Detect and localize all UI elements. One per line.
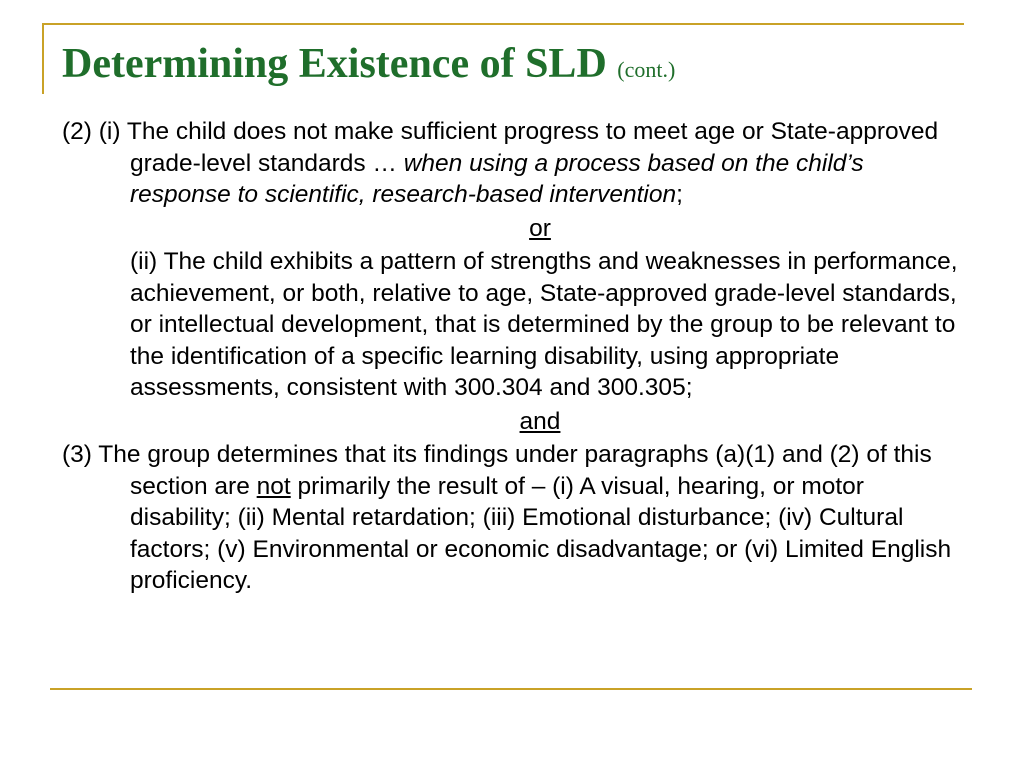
paragraph-3-rest: primarily the result of – (i) A visual, hearing, or motor disability; (ii) Mental retardation; (iii) Emotional disturbance; (iv) Cultural factors; (v) Environmental or economic disadvantage; or (vi) Limited English proficiency. [130, 472, 952, 594]
paragraph-2i-end: ; [676, 181, 683, 208]
paragraph-2ii: (ii) The child exhibits a pattern of strengths and weaknesses in performance, achievement, or both, relative to age, State-approved grade-level standards, or intellectual development, that is determined by the group to be relevant to the identification of a specific learning disability, using appropriate assessments, consistent with 300.304 and 300.305; [130, 248, 958, 401]
title-cont: (cont.) [617, 57, 676, 82]
paragraph-3 [62, 439, 962, 597]
top-rule [42, 23, 964, 25]
slide-title [62, 36, 675, 98]
bottom-rule [50, 688, 972, 690]
and-connector [62, 406, 962, 438]
and-label: and [519, 407, 561, 435]
or-connector [62, 213, 962, 245]
paragraph-2i-italic: when using a process based on the child’s response to scientific, research-based intervention [130, 149, 864, 208]
paragraph-2i-text: (2) (i) The child does not make sufficient progress to meet age or State-approved grade-level standards … [62, 118, 939, 177]
paragraph-3-start: (3) The group determines that its findings under paragraphs (a)(1) and (2) of this section are [62, 441, 932, 500]
left-rule [42, 23, 44, 94]
slide-body [62, 116, 962, 597]
paragraph-2i [62, 116, 962, 211]
title-main: Determining Existence of SLD [62, 41, 607, 87]
paragraph-3-not: not [256, 472, 291, 500]
or-label: or [529, 214, 551, 242]
